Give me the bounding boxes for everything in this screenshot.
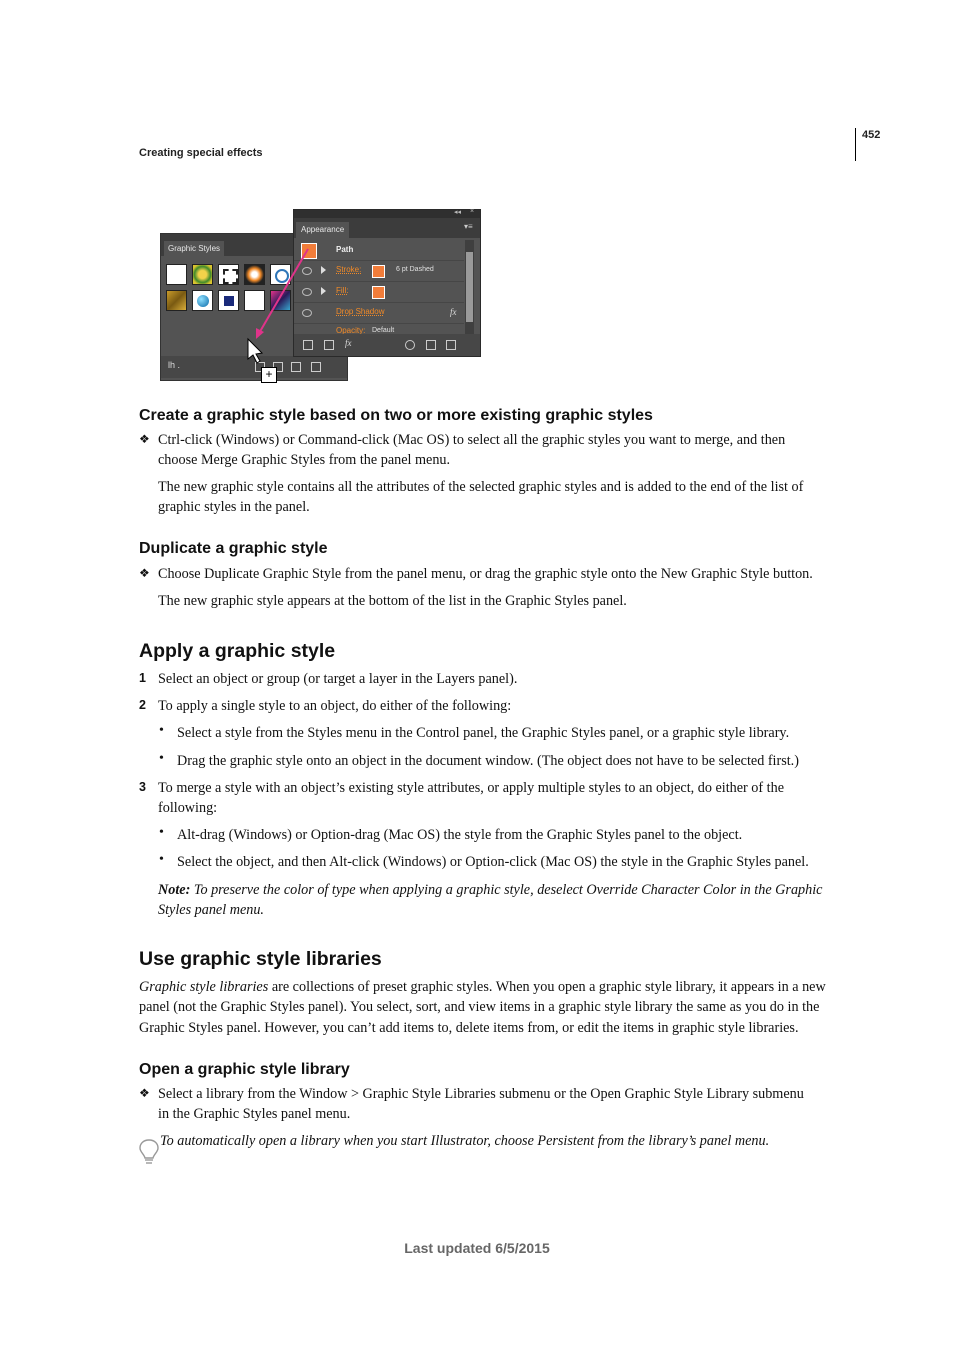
stroke-label[interactable]: Stroke: bbox=[336, 265, 362, 274]
step-text: choose Merge Graphic Styles from the panel menu. bbox=[158, 452, 451, 468]
paragraph: Graphic Styles panel. However, you can’t add items to, delete items from, or edit the items in graphic style libraries. bbox=[139, 1020, 799, 1036]
graphic-styles-tab[interactable]: Graphic Styles bbox=[164, 241, 224, 256]
step-number: 3 bbox=[139, 780, 146, 794]
drop-shadow-label[interactable]: Drop Shadow bbox=[336, 307, 385, 316]
sub-bullet-text: Select the object, and then Alt-click (Windows) or Option-click (Mac OS) the style in the Graphic Styles panel. bbox=[177, 854, 809, 870]
add-effect-fx-icon[interactable]: fx bbox=[345, 338, 352, 348]
cursor-arrow-icon bbox=[248, 339, 262, 363]
paragraph-text: are collections of preset graphic styles. When you open a graphic style library, it appears in a new bbox=[271, 979, 826, 995]
bullet-icon: ❖ bbox=[139, 432, 150, 446]
step-text: Select a library from the Window > Graphic Style Libraries submenu or the Open Graphic Style Library submenu bbox=[158, 1086, 804, 1102]
bullet-dot: • bbox=[159, 825, 164, 840]
bullet-dot: • bbox=[159, 751, 164, 766]
sub-bullet-text: Drag the graphic style onto an object in the document window. (The object does not have to be selected first.) bbox=[177, 753, 799, 769]
drag-arrow bbox=[160, 209, 480, 381]
step-text: Choose Duplicate Graphic Style from the panel menu, or drag the graphic style onto the New Graphic Style button. bbox=[158, 566, 813, 582]
paragraph: panel (not the Graphic Styles panel). You select, sort, and view items in a graphic style library the same as you do in the bbox=[139, 999, 820, 1015]
heading-open-library: Open a graphic style library bbox=[139, 1061, 350, 1078]
sub-bullet-text: Select a style from the Styles menu in the Control panel, the Graphic Styles panel, or a graphic style library. bbox=[177, 725, 790, 741]
drag-arrow-line bbox=[258, 249, 308, 335]
bullet-dot: • bbox=[159, 852, 164, 867]
note bbox=[158, 880, 822, 900]
note-text: Styles panel menu. bbox=[158, 902, 264, 918]
running-header: Creating special effects bbox=[139, 147, 263, 159]
bullet-icon: ❖ bbox=[139, 1086, 150, 1100]
note-label: Note: bbox=[158, 882, 191, 898]
panel-figure bbox=[160, 209, 480, 381]
bullet-dot: • bbox=[159, 723, 164, 738]
fx-icon[interactable]: fx bbox=[450, 307, 457, 317]
paragraph: graphic styles in the panel. bbox=[158, 499, 310, 515]
paragraph: The new graphic style contains all the attributes of the selected graphic styles and is added to the end of the list of bbox=[158, 479, 804, 495]
step-text: To apply a single style to an object, do either of the following: bbox=[158, 698, 512, 714]
path-label: Path bbox=[336, 245, 354, 254]
heading-use-libraries: Use graphic style libraries bbox=[139, 948, 382, 970]
last-updated-footer: Last updated 6/5/2015 bbox=[404, 1240, 550, 1256]
step-text: in the Graphic Styles panel menu. bbox=[158, 1106, 351, 1122]
page-number: 452 bbox=[862, 129, 881, 141]
sub-bullet-text: Alt-drag (Windows) or Option-drag (Mac OS) the style from the Graphic Styles panel to the object. bbox=[177, 827, 743, 843]
panel-menu-icon[interactable]: ▾≡ bbox=[464, 222, 473, 231]
step-number: 1 bbox=[139, 671, 146, 685]
paragraph: The new graphic style appears at the bottom of the list in the Graphic Styles panel. bbox=[158, 593, 627, 609]
appearance-tab[interactable]: Appearance bbox=[296, 222, 349, 238]
heading-create-style: Create a graphic style based on two or more existing graphic styles bbox=[139, 407, 653, 424]
step-text: Select an object or group (or target a layer in the Layers panel). bbox=[158, 671, 518, 687]
add-cursor-plus-icon: + bbox=[261, 367, 277, 383]
header-rule bbox=[855, 128, 856, 161]
close-icon[interactable]: × bbox=[470, 208, 475, 215]
libraries-menu-button[interactable]: lh . bbox=[168, 360, 181, 370]
step-text: To merge a style with an object’s existing style attributes, or apply multiple styles to an object, do either of the bbox=[158, 780, 785, 796]
stroke-value[interactable]: 6 pt Dashed bbox=[396, 266, 434, 273]
note-text: To preserve the color of type when applying a graphic style, deselect Override Character Color in the Graphic bbox=[193, 882, 823, 898]
lightbulb-tip-icon bbox=[139, 1138, 161, 1166]
opacity-value[interactable]: Default bbox=[372, 327, 395, 334]
heading-duplicate-style: Duplicate a graphic style bbox=[139, 540, 328, 557]
heading-apply-style: Apply a graphic style bbox=[139, 640, 336, 662]
step-number: 2 bbox=[139, 698, 146, 712]
opacity-label[interactable]: Opacity: bbox=[336, 326, 366, 334]
step-text: following: bbox=[158, 800, 218, 816]
paragraph bbox=[139, 977, 826, 997]
bullet-icon: ❖ bbox=[139, 566, 150, 580]
term: Graphic style libraries bbox=[139, 979, 269, 995]
tip-text: To automatically open a library when you start Illustrator, choose Persistent from the library’s panel menu. bbox=[160, 1133, 770, 1149]
fill-label[interactable]: Fill: bbox=[336, 286, 349, 295]
step-text: Ctrl-click (Windows) or Command-click (Mac OS) to select all the graphic styles you want to merge, and then bbox=[158, 432, 786, 448]
collapse-icon[interactable]: ◂◂ bbox=[454, 209, 462, 216]
